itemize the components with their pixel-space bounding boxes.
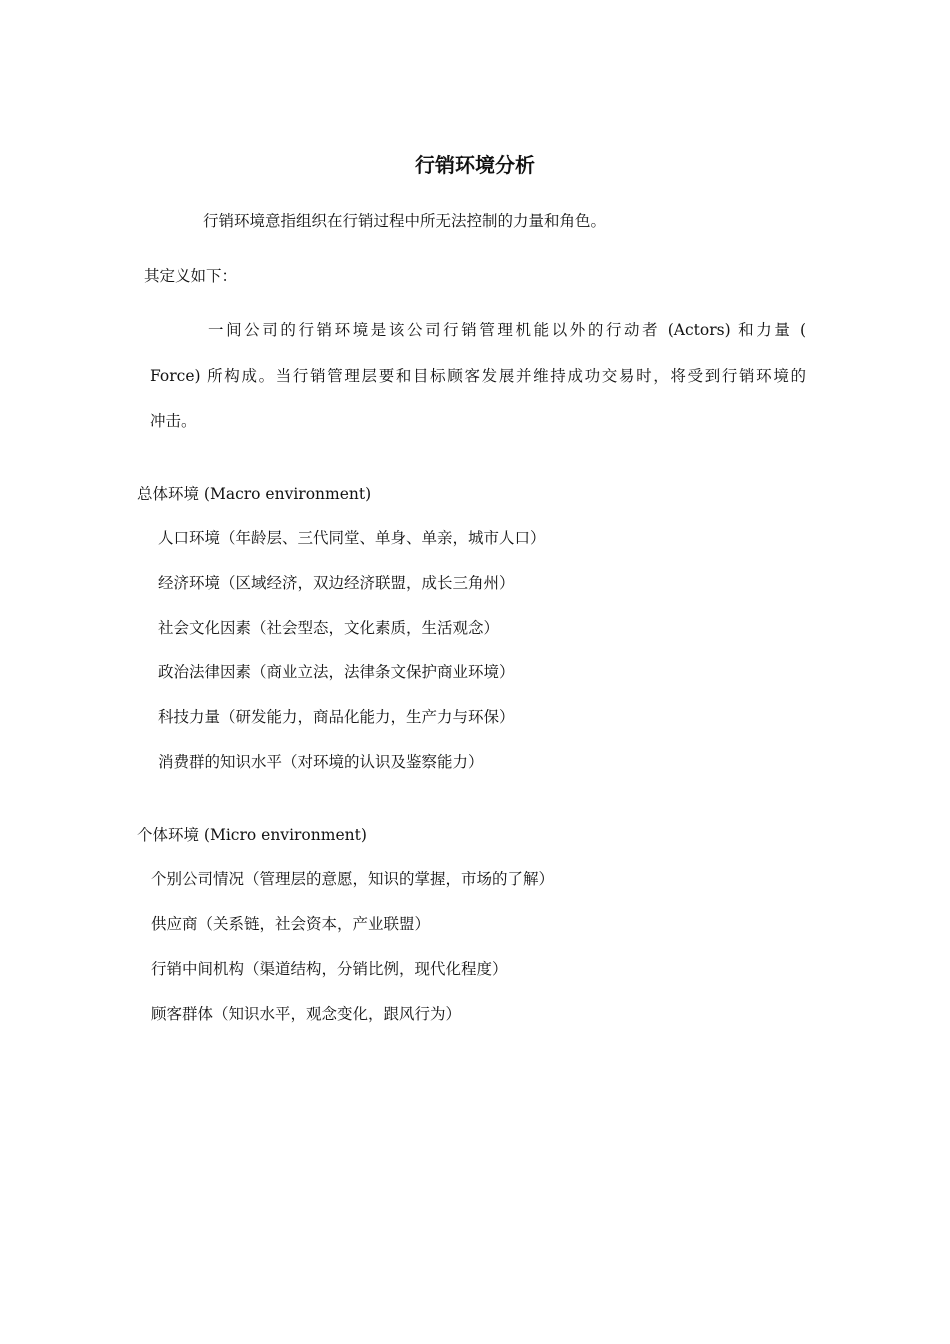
- micro-item-customers: 顾客群体（知识水平，观念变化，跟风行为）: [151, 1005, 462, 1023]
- macro-item-consumer-knowledge: 消费群的知识水平（对环境的认识及鉴察能力）: [158, 753, 484, 771]
- micro-item-company: 个别公司情况（管理层的意愿，知识的掌握，市场的了解）: [151, 870, 555, 888]
- intro-paragraph: 行销环境意指组织在行销过程中所无法控制的力量和角色。: [203, 212, 607, 230]
- micro-heading: 个体环境 (Micro environment): [137, 826, 367, 844]
- micro-item-intermediaries: 行销中间机构（渠道结构，分销比例，现代化程度）: [151, 960, 508, 978]
- macro-heading: 总体环境 (Macro environment): [137, 485, 372, 503]
- macro-item-social-culture: 社会文化因素（社会型态，文化素质，生活观念）: [158, 619, 500, 637]
- micro-item-suppliers: 供应商（关系链，社会资本，产业联盟）: [151, 915, 431, 933]
- page-title: 行销环境分析: [415, 153, 535, 177]
- definition-line-1: 一间公司的行销环境是该公司行销管理机能以外的行动者 (Actors) 和力量 (: [208, 321, 806, 339]
- macro-item-economy: 经济环境（区域经济，双边经济联盟，成长三角州）: [158, 574, 515, 592]
- macro-item-population: 人口环境（年龄层、三代同堂、单身、单亲，城市人口）: [158, 529, 546, 547]
- definition-label: 其定义如下：: [144, 267, 238, 285]
- definition-line-3: 冲击。: [150, 412, 197, 430]
- macro-item-technology: 科技力量（研发能力，商品化能力，生产力与环保）: [158, 708, 515, 726]
- definition-line-2: Force) 所构成。当行销管理层要和目标顾客发展并维持成功交易时，将受到行销环境的: [150, 367, 806, 385]
- macro-item-politics-law: 政治法律因素（商业立法，法律条文保护商业环境）: [158, 663, 515, 681]
